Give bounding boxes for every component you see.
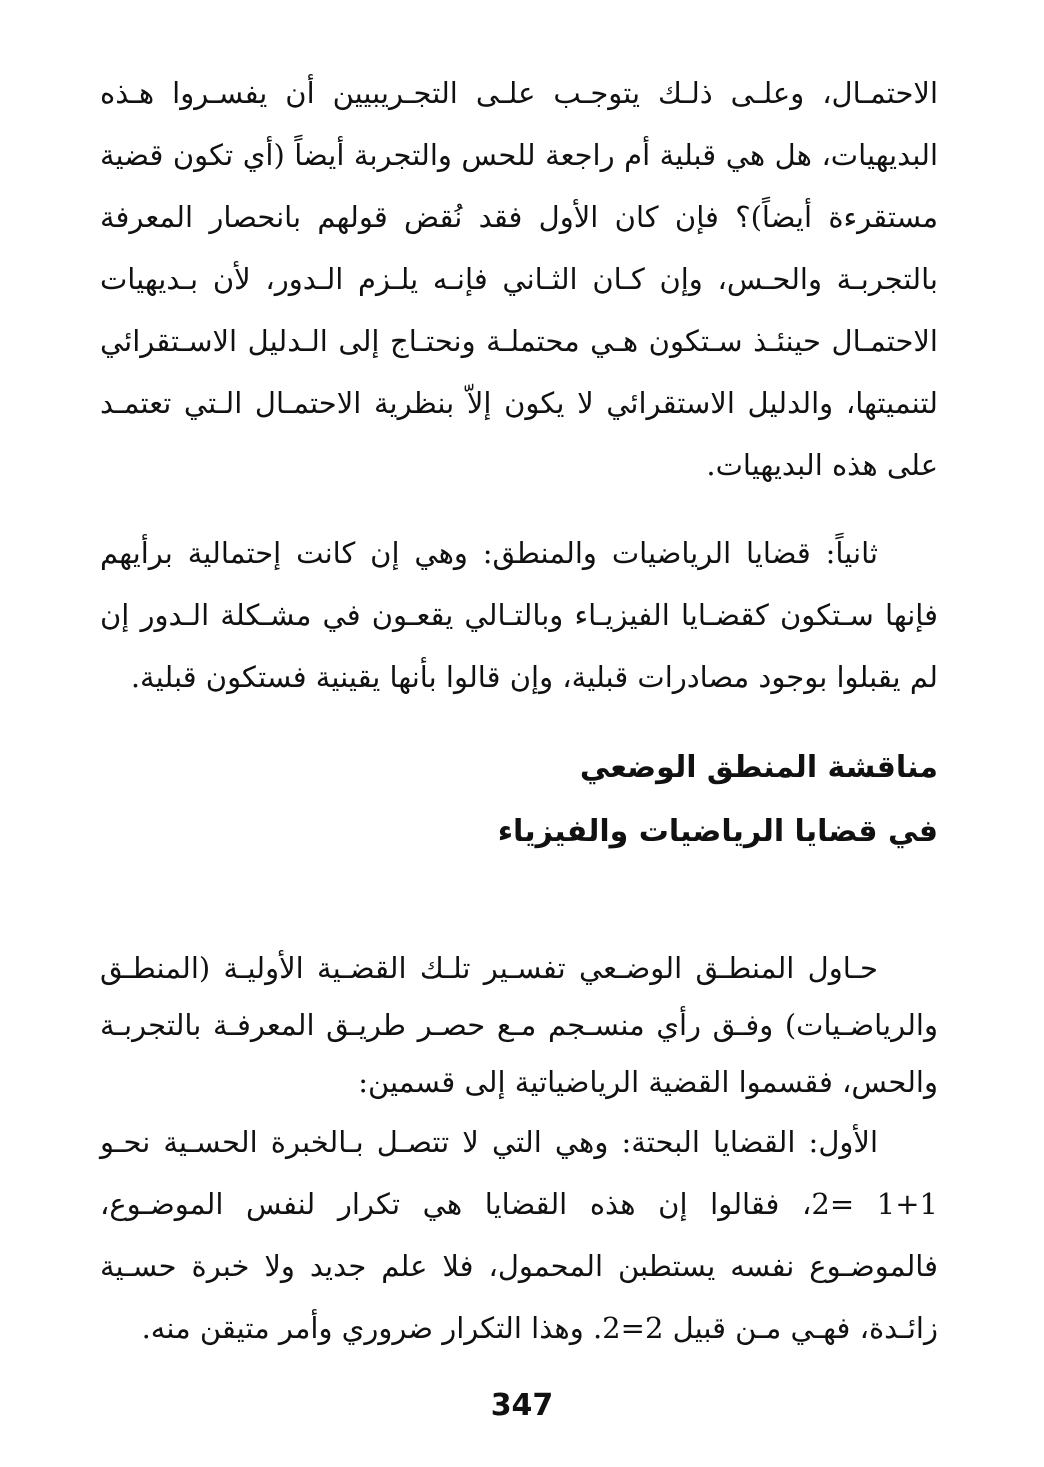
section-heading-line-2: في قضايا الرياضيات والفيزياء <box>497 814 938 849</box>
section-heading-line-1: مناقشة المنطق الوضعي <box>579 750 938 785</box>
page-number: 347 <box>490 1388 554 1423</box>
page-body <box>100 62 938 1359</box>
paragraph-pure-propositions: الأول: القضايا البحتة: وهي التي لا تتصـل بـالخبرة الحسـية نحـو 1+1 =2، فقالوا إن هذه القضايا هي تكرار لنفس الموضـوع، فالموضـوع نفسه يستطبن المحمول، فلا علم جديد ولا خبرة حسـية زائـدة، فهـي مـن قبيل 2=2. وهذا التكرار ضروري وأمر متيقن منه. <box>100 1125 938 1345</box>
paragraph-positivism: حـاول المنطـق الوضـعي تفسـير تلـك القضـية الأوليـة (المنطـق والرياضـيات) وفـق رأي منسـجم مـع حصـر طريـق المعرفـة بالتجربـة والحس، فقسموا القضية الرياضياتية إلى قسمين: <box>100 951 938 1099</box>
paragraph-probability-axioms: الاحتمـال، وعلـى ذلـك يتوجـب علـى التجـريبيين أن يفسـروا هـذه البديهيات، هل هي قبلية أم راجعة للحس والتجربة أيضاً (أي تكون قضية مستقرءة أيضاً)؟ فإن كان الأول فقد نُقض قولهم بانحصار المعرفة بالتجربـة والحـس، وإن كـان الثـاني فإنـه يلـزم الـدور، لأن بـديهيات الاحتمـال حينئـذ سـتكون هـي محتملـة ونحتـاج إلى الـدليل الاسـتقرائي لتنميتها، والدليل الاستقرائي لا يكون إلاّ بنظرية الاحتمـال الـتي تعتمـد على هذه البديهيات. <box>100 76 938 482</box>
paragraph-math-logic: ثانياً: قضايا الرياضيات والمنطق: وهي إن كانت إحتمالية برأيهم فإنها سـتكون كقضـايا الفيزيـاء وبالتـالي يقعـون في مشـكلة الـدور إن لم يقبلوا بوجود مصادرات قبلية، وإن قالوا بأنها يقينية فستكون قبلية. <box>100 536 938 694</box>
